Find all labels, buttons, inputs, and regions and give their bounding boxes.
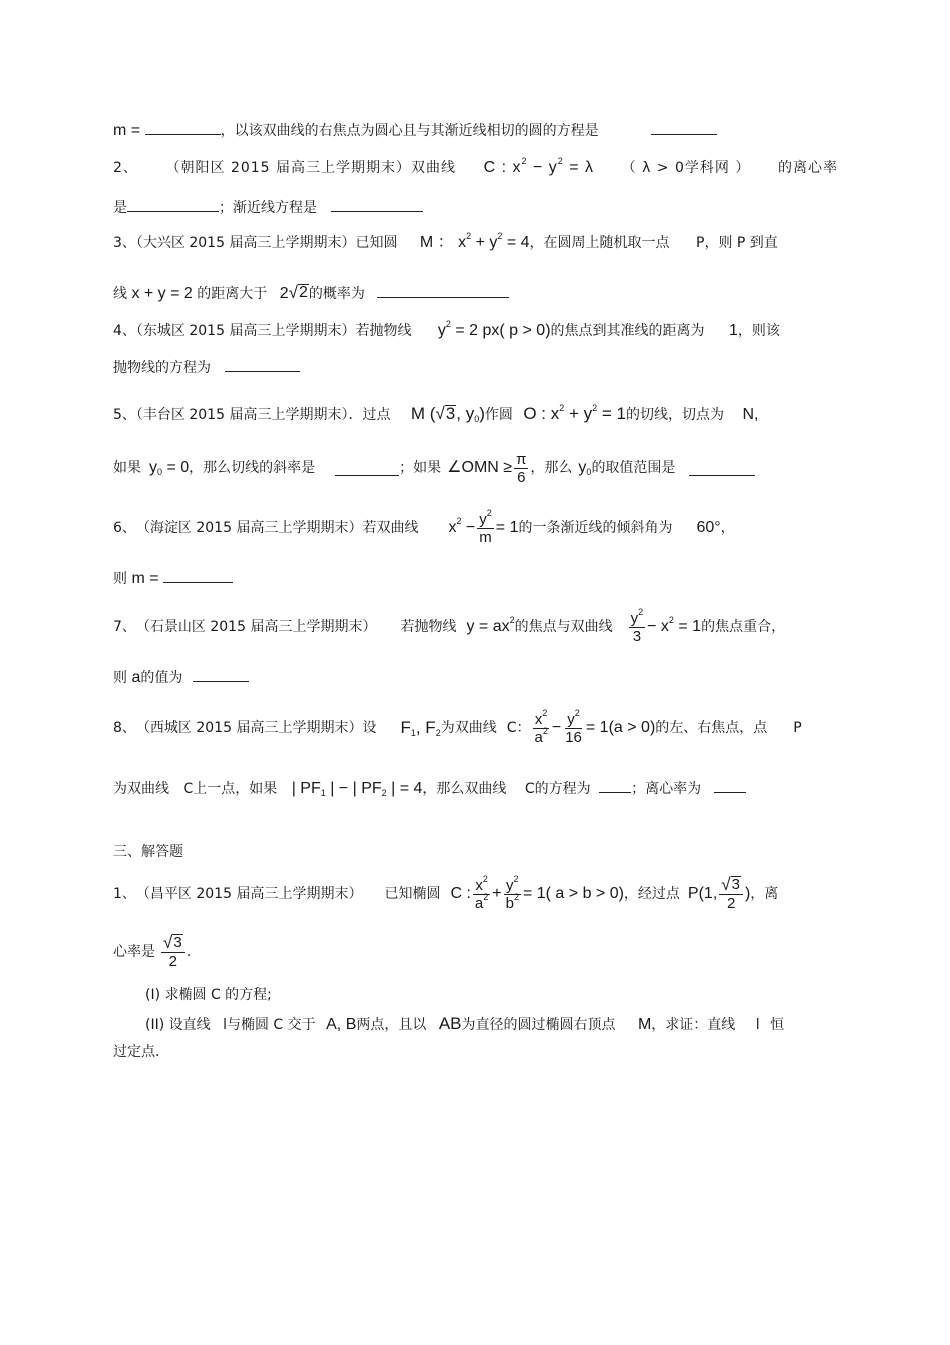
q5-number: 5、 bbox=[113, 407, 136, 423]
q4-text1: 的焦点到其准线的距离为 bbox=[550, 323, 705, 339]
q1-blank-circle[interactable] bbox=[651, 120, 717, 135]
q3-line-2 bbox=[113, 283, 838, 304]
q3-line2-c: 的概率为 bbox=[308, 286, 365, 302]
q8-number: 8、 bbox=[113, 720, 136, 736]
q4-line-1 bbox=[113, 321, 838, 341]
q5-circle: O : $x^2 + y^2 = 1$ bbox=[523, 403, 627, 423]
q4-value: 1 bbox=[728, 322, 738, 339]
q5-source: （丰台区 2015 届高三上学期期末）．过点 bbox=[135, 407, 391, 423]
q3-line-eq: x + y = 2 bbox=[127, 285, 198, 302]
q5-condition: $y_0 = 0$ bbox=[149, 459, 190, 477]
q7-a: a bbox=[131, 669, 141, 686]
q8-line-1 bbox=[113, 706, 838, 750]
q3-number: 3、 bbox=[113, 235, 136, 251]
p1-part2-b: 与椭圆 C 交于 bbox=[226, 1017, 316, 1033]
q7-text2: 的焦点与双曲线 bbox=[514, 619, 613, 635]
q8-line2-f: ；离心率为 bbox=[631, 781, 702, 797]
q2-line2-b: ；渐近线方程是 bbox=[219, 200, 317, 216]
p1-fraction-1: $\frac{x^2}{a^2}$ bbox=[474, 873, 489, 912]
q4-number: 4、 bbox=[113, 323, 136, 339]
p1-part2-ab: A, B bbox=[326, 1016, 357, 1033]
q8-eq-end: = 1(a > 0) bbox=[585, 719, 656, 736]
q5-point: M ( √ 3 , $y_0$) bbox=[410, 404, 485, 424]
p1-part2-AB: AB bbox=[438, 1014, 462, 1033]
q6-line-2 bbox=[113, 568, 838, 589]
q3-text1: ，在圆周上随机取一点 bbox=[529, 235, 670, 251]
q4-text2: ，则该 bbox=[737, 323, 780, 339]
p1-part2-a: (II) 设直线 bbox=[145, 1017, 211, 1033]
q5-line2-a: 如果 bbox=[113, 460, 141, 476]
section-title: 三、解答题 bbox=[113, 844, 183, 860]
q5-line2-b: ，那么切线的斜率是 bbox=[189, 460, 316, 476]
q2-blank-eccentricity[interactable] bbox=[127, 197, 219, 212]
p1-part2-f: 恒 bbox=[770, 1017, 785, 1033]
p1-text3: ，离 bbox=[750, 886, 779, 902]
q8-abs: | $PF_1$ | − | $PF_2$ | = 4 bbox=[291, 780, 423, 798]
q3-line2-b: 的距离大于 bbox=[197, 286, 268, 302]
q8-line2-a: 为双曲线 bbox=[113, 781, 169, 797]
q5-line2-c: ；如果 bbox=[399, 460, 442, 476]
q8-c2: C bbox=[524, 781, 535, 797]
q2-number: 2、 bbox=[113, 160, 138, 176]
q7-line2-a: 则 bbox=[113, 670, 127, 686]
q3-distance: 2 √ 2 bbox=[279, 283, 308, 302]
p1-part2-c: 两点，且以 bbox=[356, 1017, 427, 1033]
q7-fraction: $\frac{y^2}{3}$ bbox=[630, 606, 644, 645]
q6-hyperbola: $x^2$ − bbox=[448, 516, 476, 536]
p1-point-fraction: √ 3 2 bbox=[719, 876, 743, 912]
q8-fraction-2: $\frac{y^2}{16}$ bbox=[565, 707, 582, 746]
q8-foci: $F_1$, $F_2$ bbox=[400, 718, 441, 738]
q6-text2: ， bbox=[720, 520, 735, 536]
q2-source: （朝阳区 2015 届高三上学期期末）双曲线 bbox=[165, 160, 457, 176]
q5-line-1 bbox=[113, 404, 838, 425]
q1-continuation bbox=[113, 120, 838, 141]
p1-point-c: ) bbox=[744, 885, 751, 902]
q5-pi-over-6: $\frac{\pi}{6}$ bbox=[516, 450, 527, 486]
p1-part2-M: M bbox=[637, 1016, 652, 1033]
q7-parabola: $y = ax^2$ bbox=[466, 615, 515, 635]
p1-fraction-2: $\frac{y^2}{b^2}$ bbox=[505, 873, 519, 912]
q5-text2: 的切线，切点为 bbox=[626, 407, 725, 423]
q8-fraction-1: $\frac{x^2}{a^2}$ bbox=[534, 707, 548, 746]
q3-circle: M ： $x^2 + y^2 = 4$ bbox=[419, 231, 530, 251]
p1-part-2-line-2: 过定点. bbox=[113, 1044, 160, 1060]
q4-line2: 抛物线的方程为 bbox=[113, 360, 211, 376]
q5-text1: 作圆 bbox=[484, 407, 513, 423]
q7-source: （石景山区 2015 届高三上学期期末） bbox=[135, 619, 377, 635]
q6-text1: 的一条渐近线的倾斜角为 bbox=[518, 520, 673, 536]
q8-line2-d: ，那么双曲线 bbox=[422, 781, 507, 797]
q6-m: m = bbox=[131, 570, 159, 587]
p1-curve: C : bbox=[450, 885, 471, 902]
q7-text3: 的焦点重合， bbox=[701, 619, 786, 635]
q8-line-2 bbox=[113, 778, 838, 799]
q3-source: （大兴区 2015 届高三上学期期末）已知圆 bbox=[135, 235, 398, 251]
q7-line-2 bbox=[113, 667, 838, 688]
q3-blank-probability[interactable] bbox=[377, 283, 509, 298]
q5-line2-d: ，那么 bbox=[530, 460, 573, 476]
q4-parabola: $y^2 = 2$ px( p > 0) bbox=[437, 319, 551, 339]
q1-text: ，以该双曲线的右焦点为圆心且与其渐近线相切的圆的方程是 bbox=[220, 123, 599, 139]
q5-line2-e: 的取值范围是 bbox=[591, 460, 676, 476]
q4-line-2 bbox=[113, 357, 838, 378]
q2-equation: C : $x^2 - y^2 = \lambda$ bbox=[483, 156, 595, 176]
q2-line-1 bbox=[113, 158, 838, 178]
q8-blank-eccentricity[interactable] bbox=[714, 778, 746, 793]
q8-c: C bbox=[183, 781, 194, 797]
p1-number: 1、 bbox=[113, 886, 136, 902]
q7-number: 7、 bbox=[113, 619, 136, 635]
p1-part2-d: 为直径的圆过椭圆右顶点 bbox=[461, 1017, 616, 1033]
p1-plus: + bbox=[492, 885, 502, 902]
q5-blank-range[interactable] bbox=[689, 461, 755, 476]
p1-part-1: (I) 求椭圆 C 的方程; bbox=[145, 987, 272, 1003]
q8-line2-e: 的方程为 bbox=[534, 781, 591, 797]
q5-line-2 bbox=[113, 450, 838, 486]
p1-part-2 bbox=[145, 1014, 838, 1035]
p1-line2-b: . bbox=[186, 944, 192, 960]
p1-part2-e: ，求证：直线 bbox=[651, 1017, 736, 1033]
q2-text: 的离心率 bbox=[777, 160, 838, 176]
p1-line-1 bbox=[113, 872, 838, 916]
q2-watermark: 学科网 bbox=[684, 160, 730, 176]
q2-line2-a: 是 bbox=[113, 200, 127, 216]
q7-text1: 若抛物线 bbox=[400, 619, 457, 635]
p1-text2: ，经过点 bbox=[623, 886, 680, 902]
q3-point: P bbox=[696, 235, 705, 251]
q6-blank-m[interactable] bbox=[163, 568, 233, 583]
q6-angle: 60° bbox=[696, 519, 721, 536]
p1-text1: 已知椭圆 bbox=[384, 886, 441, 902]
q4-blank-equation[interactable] bbox=[225, 357, 300, 372]
q2-line-2 bbox=[113, 197, 838, 218]
q6-line2-a: 则 bbox=[113, 571, 127, 587]
q8-point: P bbox=[793, 720, 802, 736]
q3-line-1 bbox=[113, 233, 838, 253]
q2-condition: （ λ > 0学科网 ） bbox=[621, 160, 751, 176]
q7-blank-a[interactable] bbox=[193, 667, 249, 682]
q8-minus: − bbox=[551, 719, 562, 736]
q8-blank-equation[interactable] bbox=[599, 778, 631, 793]
q1-blank-m[interactable] bbox=[145, 120, 221, 135]
p1-point-a: P(1, bbox=[687, 885, 718, 902]
q5-blank-slope[interactable] bbox=[335, 461, 399, 476]
q4-source: （东城区 2015 届高三上学期期末）若抛物线 bbox=[135, 323, 412, 339]
q7-line-1 bbox=[113, 606, 838, 648]
q8-line2-b: 上一点，如果 bbox=[193, 781, 278, 797]
q5-tangent-point: N, bbox=[742, 406, 759, 423]
p1-part2-l: l bbox=[223, 1017, 227, 1033]
q7-line2-b: 的值为 bbox=[140, 670, 183, 686]
q8-source: （西城区 2015 届高三上学期期末）设 bbox=[135, 720, 377, 736]
q2-blank-asymptote[interactable] bbox=[331, 197, 423, 212]
q5-y0: $y_0$ bbox=[578, 459, 592, 477]
p1-line-2 bbox=[113, 930, 838, 974]
q6-source: （海淀区 2015 届高三上学期期末）若双曲线 bbox=[135, 520, 419, 536]
p1-part2-l2: l bbox=[755, 1017, 760, 1033]
q1-prefix: m = bbox=[113, 122, 141, 139]
q6-eq-end: = 1 bbox=[495, 519, 519, 536]
q6-number: 6、 bbox=[113, 520, 136, 536]
q8-text1: 为双曲线 bbox=[440, 720, 497, 736]
p1-line2-a: 心率是 bbox=[113, 944, 155, 960]
p1-eccentricity: √ 3 2 bbox=[161, 934, 185, 970]
q8-text2: 的左、右焦点，点 bbox=[655, 720, 768, 736]
p1-eq-end: = 1( a > b > 0) bbox=[522, 885, 624, 902]
q8-curve: C： bbox=[506, 720, 531, 736]
q3-text2: ，则 P 到直 bbox=[704, 235, 778, 251]
p1-source: （昌平区 2015 届高三上学期期末） bbox=[135, 886, 363, 902]
q6-line-1 bbox=[113, 508, 838, 548]
q6-fraction: $\frac{y^2}{m}$ bbox=[479, 507, 492, 546]
q5-angle: ∠OMN ≥ bbox=[447, 459, 513, 476]
q7-hyperbola-rest: − $x^2 = 1$ bbox=[647, 615, 702, 635]
q3-line2-a: 线 bbox=[113, 286, 127, 302]
